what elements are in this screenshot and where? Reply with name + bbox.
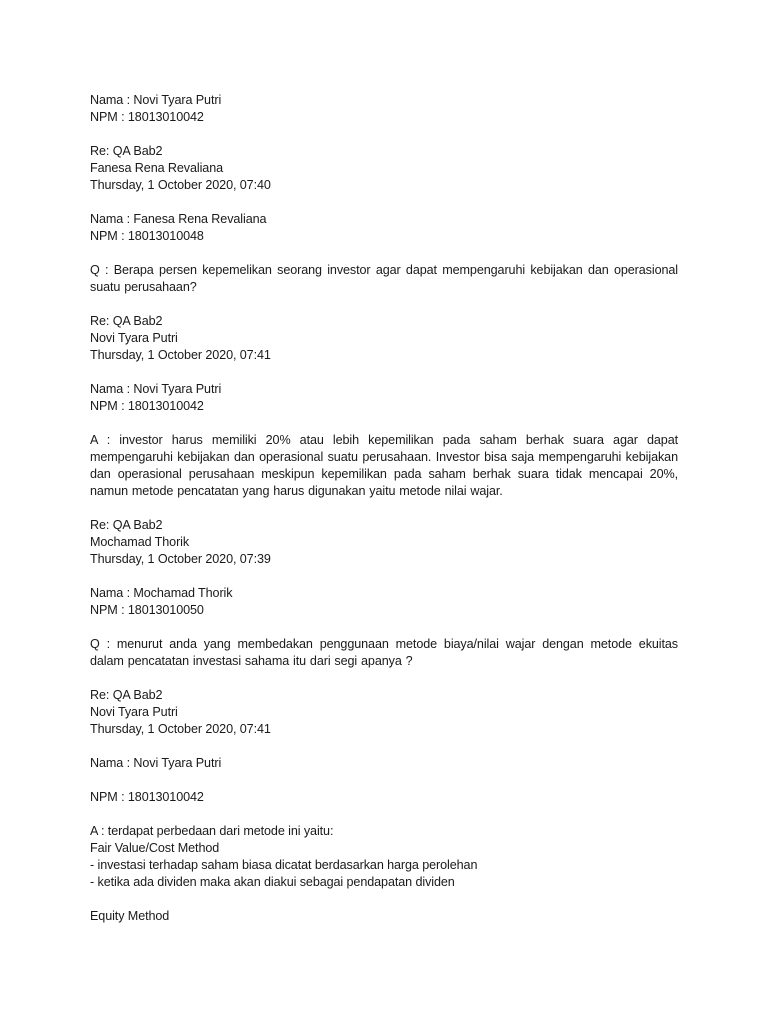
fair-value-point: - investasi terhadap saham biasa dicatat berdasarkan harga perolehan <box>90 858 478 872</box>
header-npm: NPM : 18013010042 <box>90 110 204 124</box>
post3-question: Q : menurut anda yang membedakan penggunaan metode biaya/nilai wajar dengan metode ekuitas dalam pencatatan investasi sahama itu dari segi apanya ? <box>90 637 678 668</box>
post2-date: Thursday, 1 October 2020, 07:41 <box>90 348 271 362</box>
post2-answer: A : investor harus memiliki 20% atau lebih kepemilikan pada saham berhak suara agar dapat mempengaruhi kebijakan dan operasional suatu perusahaan. Investor bisa saja mempengaruhi kebijakan dan operasional perusahaan meskipun kepemilikan pada saham berhak suara tidak mencapai 20%, namun metode pencatatan yang harus digunakan yaitu metode nilai wajar. <box>90 433 678 498</box>
header-nama: Nama : Novi Tyara Putri <box>90 93 222 107</box>
post4-npm: NPM : 18013010042 <box>90 790 204 804</box>
post4-nama: Nama : Novi Tyara Putri <box>90 756 222 770</box>
post3-author: Mochamad Thorik <box>90 535 190 549</box>
post4-author: Novi Tyara Putri <box>90 705 178 719</box>
post1-question: Q : Berapa persen kepemelikan seorang investor agar dapat mempengaruhi kebijakan dan operasional suatu perusahaan? <box>90 263 678 294</box>
post1-author: Fanesa Rena Revaliana <box>90 161 224 175</box>
post2-author: Novi Tyara Putri <box>90 331 178 345</box>
post3-re: Re: QA Bab2 <box>90 518 163 532</box>
post4-re: Re: QA Bab2 <box>90 688 163 702</box>
post1-nama: Nama : Fanesa Rena Revaliana <box>90 212 267 226</box>
post3-nama: Nama : Mochamad Thorik <box>90 586 233 600</box>
post1-re: Re: QA Bab2 <box>90 144 163 158</box>
equity-heading: Equity Method <box>90 909 170 923</box>
post3-date: Thursday, 1 October 2020, 07:39 <box>90 552 271 566</box>
post2-re: Re: QA Bab2 <box>90 314 163 328</box>
post2-npm: NPM : 18013010042 <box>90 399 204 413</box>
fair-value-point: - ketika ada dividen maka akan diakui sebagai pendapatan dividen <box>90 875 455 889</box>
post3-npm: NPM : 18013010050 <box>90 603 204 617</box>
post4-answer-intro: A : terdapat perbedaan dari metode ini yaitu: <box>90 824 334 838</box>
post4-date: Thursday, 1 October 2020, 07:41 <box>90 722 271 736</box>
post1-date: Thursday, 1 October 2020, 07:40 <box>90 178 271 192</box>
post1-npm: NPM : 18013010048 <box>90 229 204 243</box>
fair-value-heading: Fair Value/Cost Method <box>90 841 220 855</box>
post2-nama: Nama : Novi Tyara Putri <box>90 382 222 396</box>
